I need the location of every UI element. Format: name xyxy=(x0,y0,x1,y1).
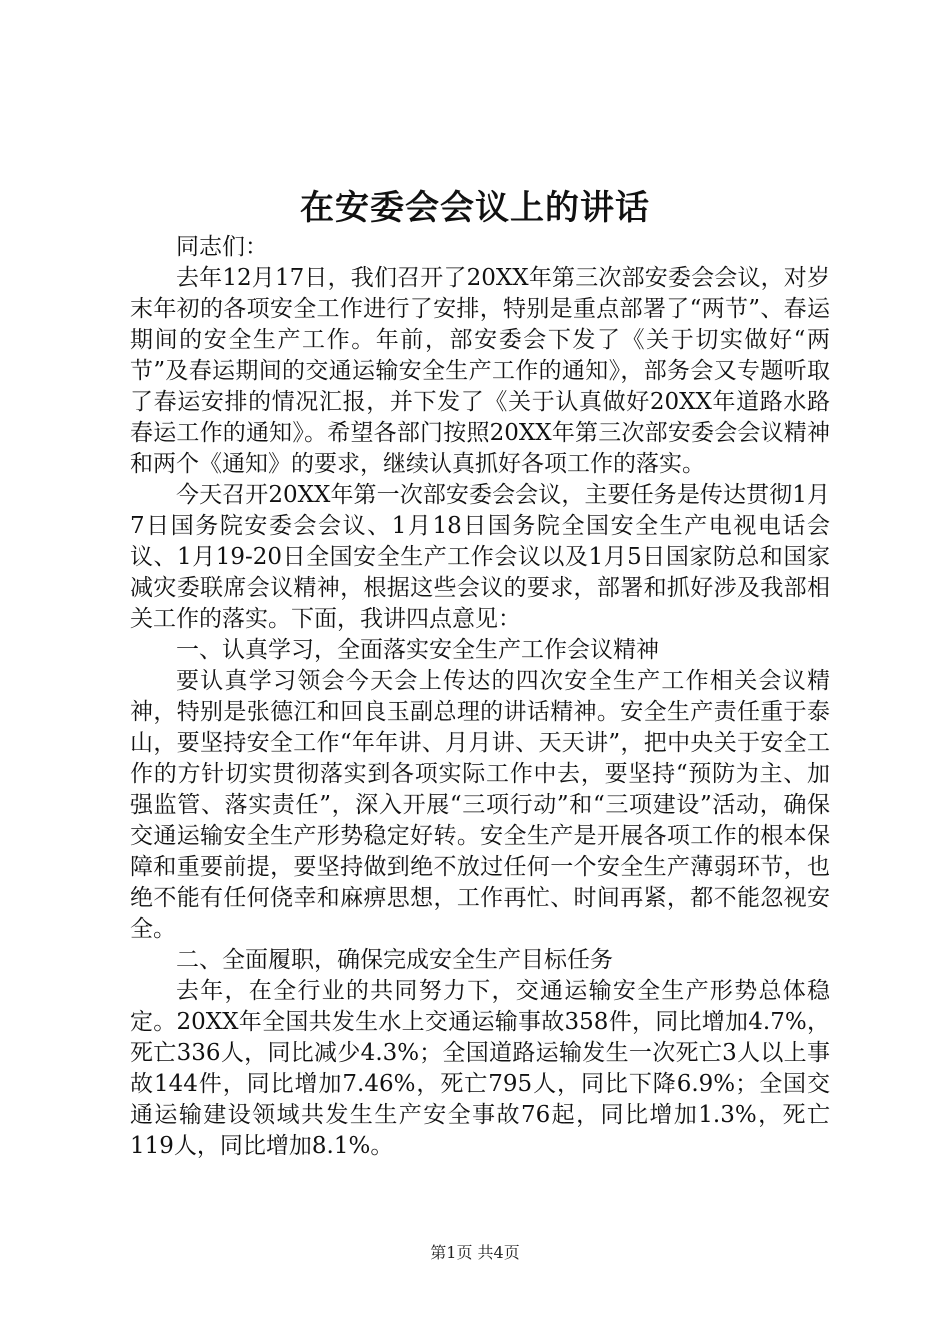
paragraph-section-1: 要认真学习领会今天会上传达的四次安全生产工作相关会议精神，特别是张德江和回良玉副总理的讲话精神。安全生产责任重于泰山，要坚持安全工作“年年讲、月月讲、天天讲”，把中央关于安全工作的方针切实贯彻落实到各项实际工作中去，要坚持“预防为主、加强监管、落实责任”，深入开展“三项行动”和“三项建设”活动，确保交通运输安全生产形势稳定好转。安全生产是开展各项工作的根本保障和重要前提，要坚持做到绝不放过任何一个安全生产薄弱环节，也绝不能有任何侥幸和麻痹思想，工作再忙、时间再紧，都不能忽视安全。 xyxy=(130,668,830,942)
section-heading-2: 二、全面履职，确保完成安全生产目标任务 xyxy=(176,947,613,973)
paragraph-meeting-tasks: 今天召开20XX年第一次部安委会会议，主要任务是传达贯彻1月7日国务院安委会会议、1月18日国务院全国安全生产电视电话会议、1月19-20日全国安全生产工作会议以及1月5日国家防总和国家减灾委联席会议精神，根据这些会议的要求，部署和抓好涉及我部相关工作的落实。下面，我讲四点意见： xyxy=(130,482,830,632)
salutation: 同志们： xyxy=(176,234,268,260)
section-heading-1: 一、认真学习，全面落实安全生产工作会议精神 xyxy=(176,637,659,663)
paragraph-intro: 去年12月17日，我们召开了20XX年第三次部安委会会议，对岁末年初的各项安全工作进行了安排，特别是重点部署了“两节”、春运期间的安全生产工作。年前，部安委会下发了《关于切实做好“两节”及春运期间的交通运输安全生产工作的通知》，部务会又专题听取了春运安排的情况汇报，并下发了《关于认真做好20XX年道路水路春运工作的通知》。希望各部门按照20XX年第三次部安委会会议精神和两个《通知》的要求，继续认真抓好各项工作的落实。 xyxy=(130,265,830,477)
page-number-footer: 第1页 共4页 xyxy=(430,1243,520,1262)
document-body xyxy=(130,232,830,1162)
document-title: 在安委会会议上的讲话 xyxy=(300,188,650,228)
paragraph-section-2: 去年，在全行业的共同努力下，交通运输安全生产形势总体稳定。20XX年全国共发生水上交通运输事故358件，同比增加4.7%，死亡336人，同比减少4.3%；全国道路运输发生一次死亡3人以上事故144件，同比增加7.46%，死亡795人，同比下降6.9%；全国交通运输建设领域共发生生产安全事故76起，同比增加1.3%，死亡119人，同比增加8.1%。 xyxy=(130,978,830,1159)
